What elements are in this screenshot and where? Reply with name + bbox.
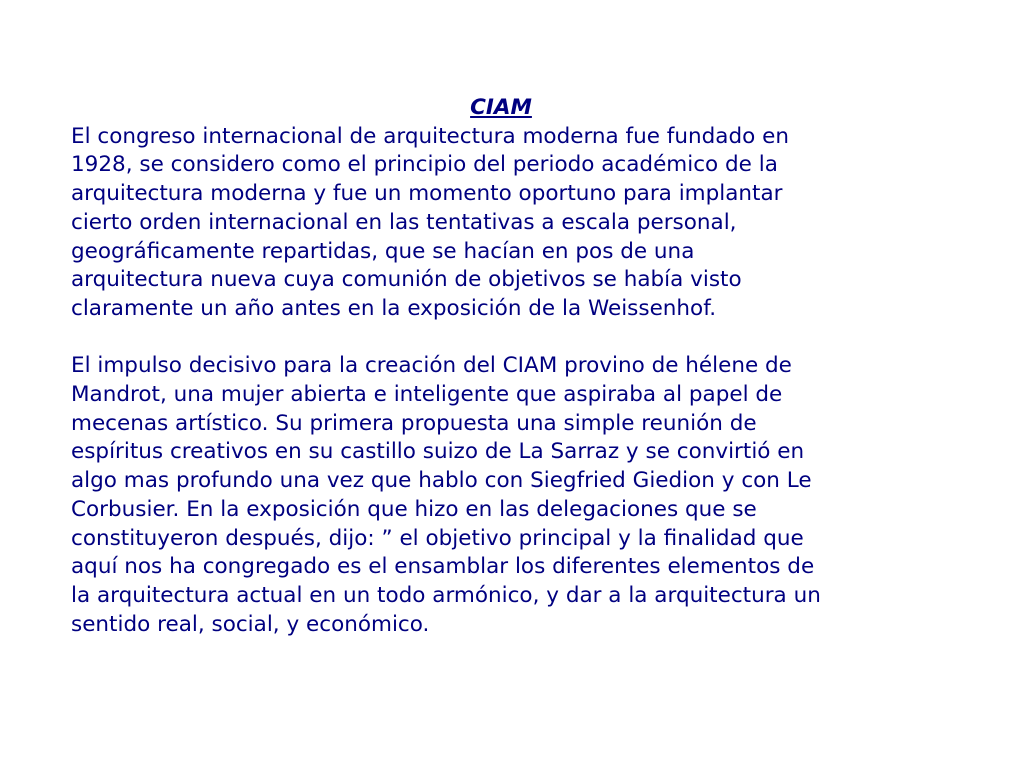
- paragraph-spacer: [71, 324, 1001, 353]
- paragraph-line: arquitectura moderna y fue un momento oportuno para implantar: [71, 181, 783, 207]
- paragraph-line: claramente un año antes en la exposición de la Weissenhof.: [71, 295, 717, 321]
- text-block: [71, 94, 1001, 639]
- paragraph-line: Corbusier. En la exposición que hizo en las delegaciones que se: [71, 496, 757, 522]
- paragraph-line: mecenas artístico. Su primera propuesta una simple reunión de: [71, 410, 757, 436]
- paragraph-line: El congreso internacional de arquitectura moderna fue fundado en: [71, 123, 789, 149]
- paragraph-line: algo mas profundo una vez que hablo con Siegfried Giedion y con Le: [71, 468, 812, 494]
- paragraph-line: El impulso decisivo para la creación del CIAM provino de hélene de: [71, 353, 792, 379]
- paragraph-line: sentido real, social, y económico.: [71, 611, 430, 637]
- paragraph-line: aquí nos ha congregado es el ensamblar los diferentes elementos de: [71, 554, 815, 580]
- paragraph-line: constituyeron después, dijo: ” el objetivo principal y la finalidad que: [71, 525, 804, 551]
- paragraph-line: arquitectura nueva cuya comunión de objetivos se había visto: [71, 267, 742, 293]
- paragraph-line: cierto orden internacional en las tentativas a escala personal,: [71, 209, 737, 235]
- slide-title: CIAM: [470, 95, 532, 120]
- paragraph-line: espíritus creativos en su castillo suizo de La Sarraz y se convirtió en: [71, 439, 805, 465]
- paragraph-1: [71, 123, 1001, 324]
- paragraph-line: la arquitectura actual en un todo armónico, y dar a la arquitectura un: [71, 582, 821, 608]
- paragraph-2: [71, 352, 1001, 639]
- paragraph-line: Mandrot, una mujer abierta e inteligente que aspiraba al papel de: [71, 382, 783, 408]
- paragraph-line: 1928, se considero como el principio del periodo académico de la: [71, 152, 778, 178]
- paragraph-line: geográficamente repartidas, que se hacían en pos de una: [71, 238, 695, 264]
